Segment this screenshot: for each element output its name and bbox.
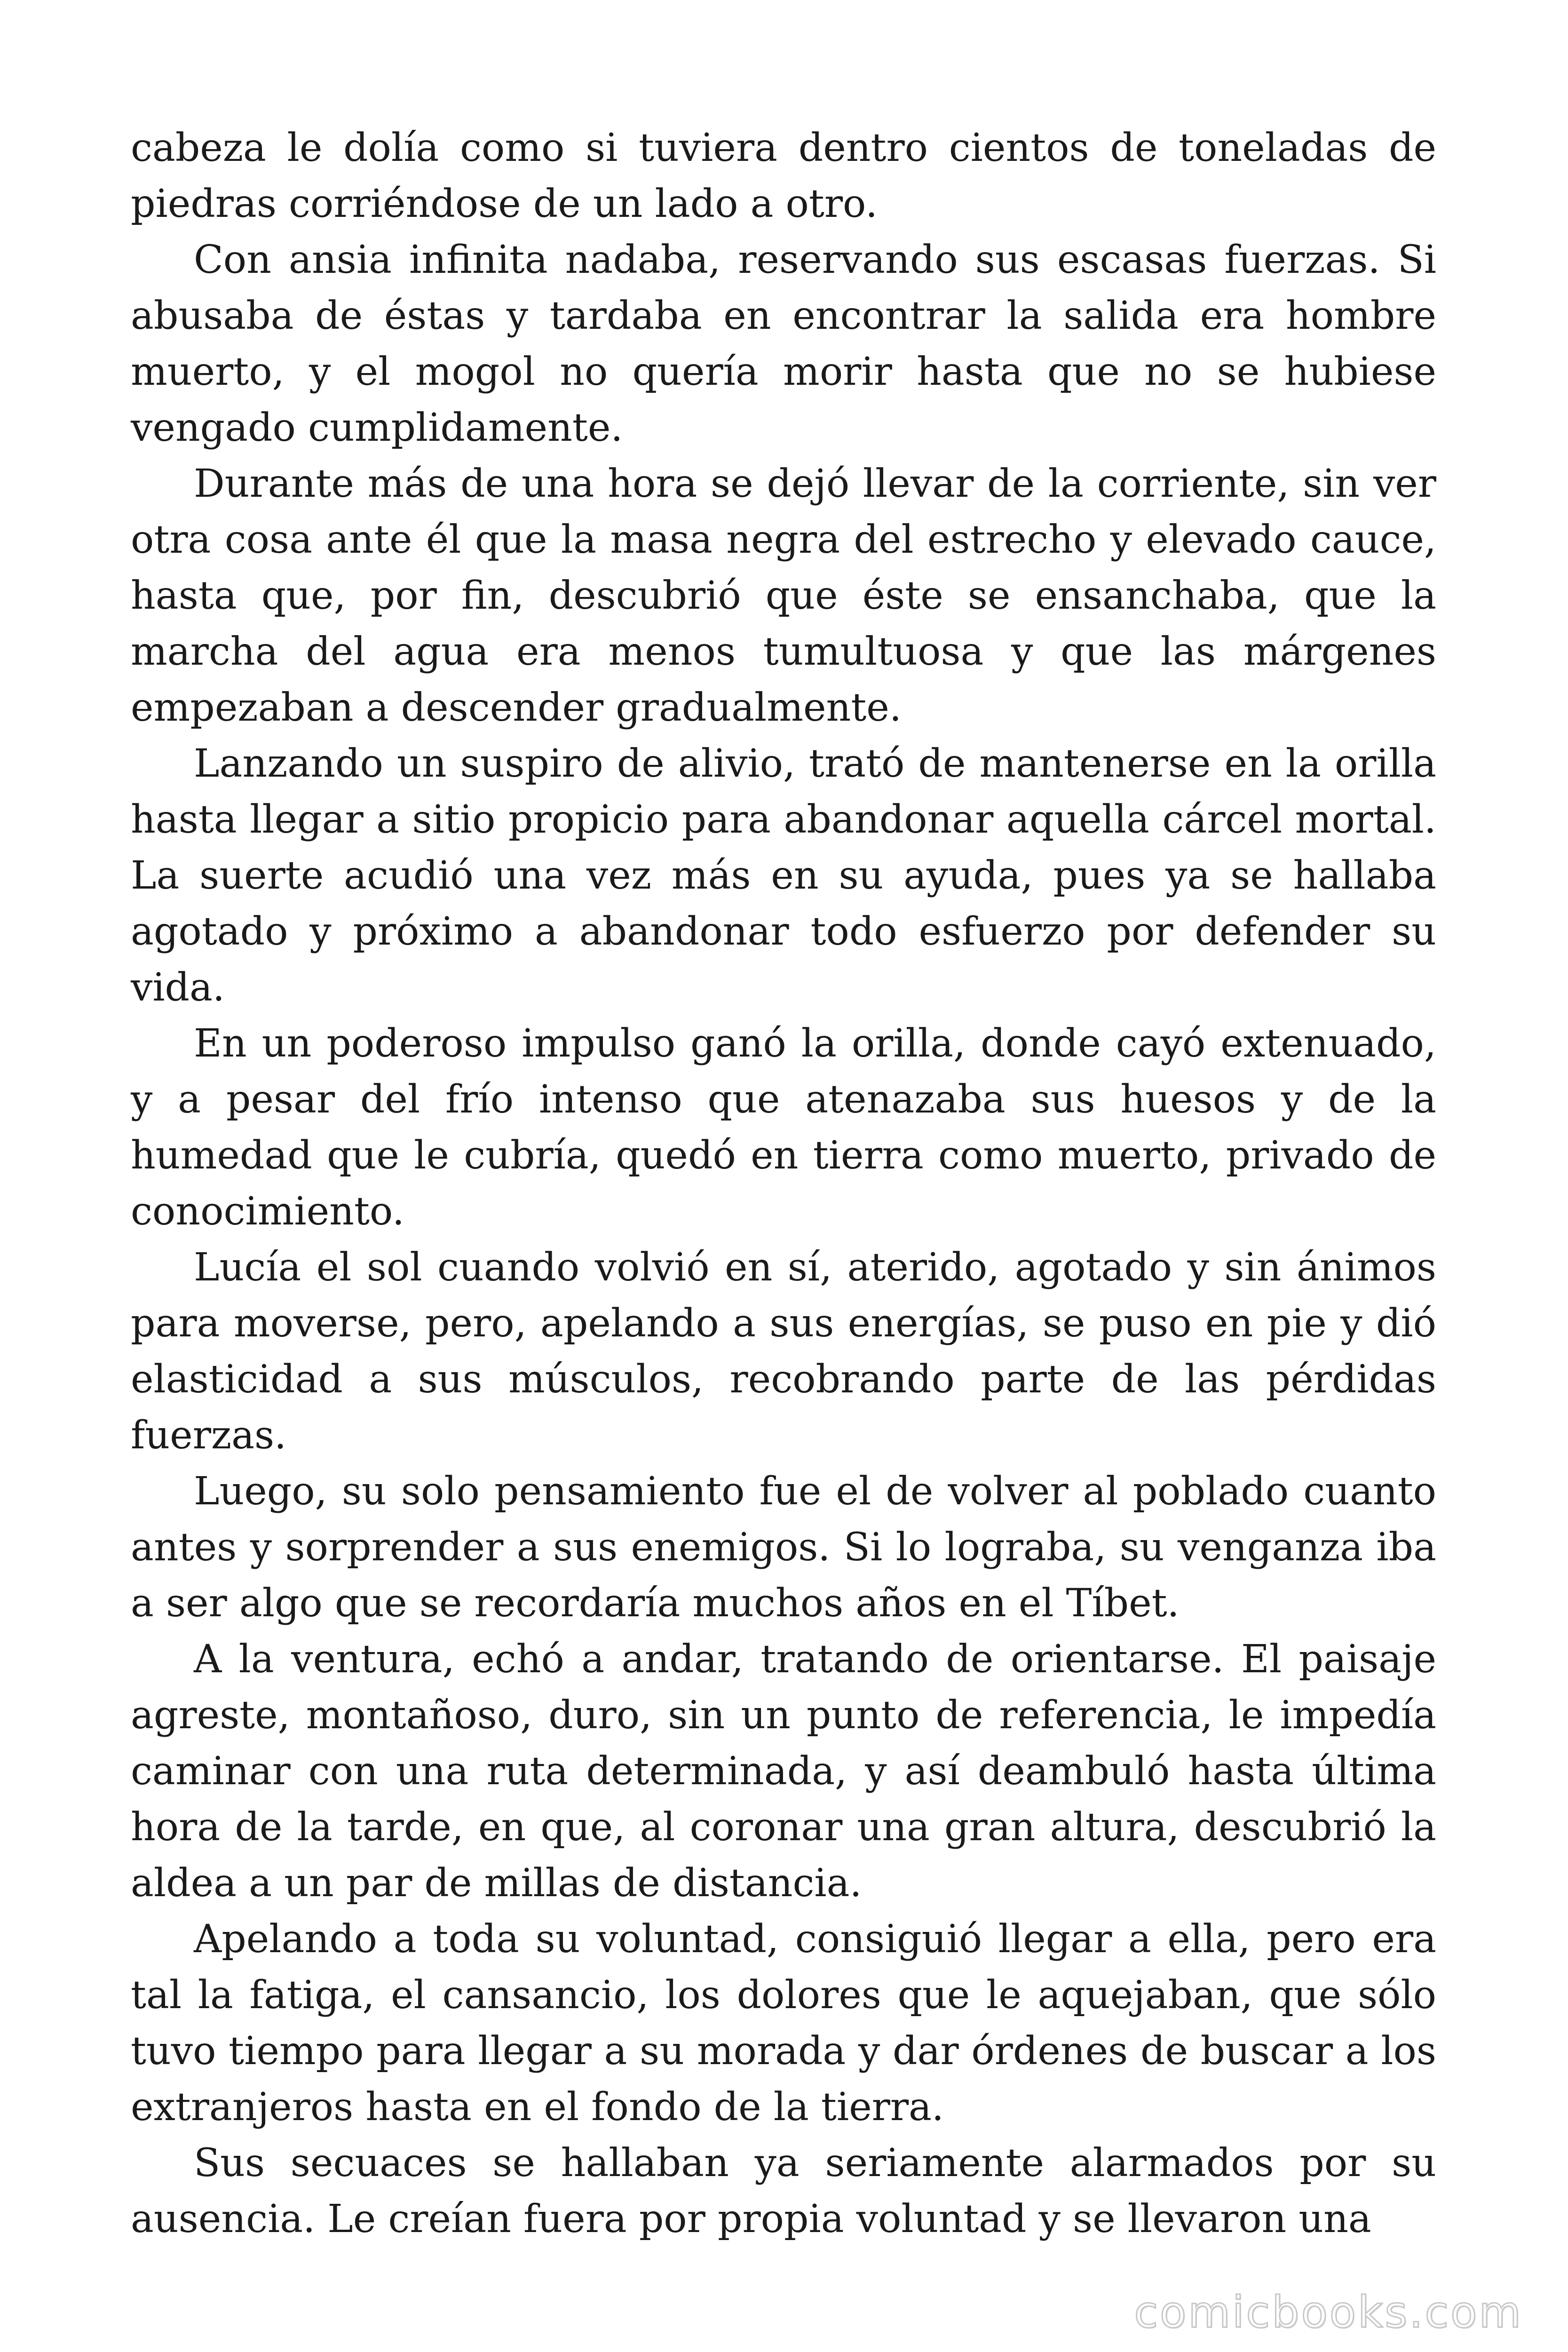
- paragraph-10: Sus secuaces se hallaban ya seriamente alarmados por su ausencia. Le creían fuera por propia voluntad y se llevaron una: [131, 2141, 1436, 2241]
- paragraph-6: Lucía el sol cuando volvió en sí, aterido, agotado y sin ánimos para moverse, pero, apelando a sus energías, se puso en pie y dió elasticidad a sus músculos, recobrando parte de las pérdidas fuerzas.: [131, 1245, 1436, 1458]
- paragraph-8: A la ventura, echó a andar, tratando de orientarse. El paisaje agreste, montañoso, duro, sin un punto de referencia, le impedía caminar con una ruta determinada, y así deambuló hasta última hora de la tarde, en que, al coronar una gran altura, descubrió la aldea a un par de millas de distancia.: [131, 1637, 1436, 1906]
- paragraph-7: Luego, su solo pensamiento fue el de volver al poblado cuanto antes y sorprender a sus enemigos. Si lo lograba, su venganza iba a ser algo que se recordaría muchos años en el Tíbet.: [131, 1469, 1436, 1626]
- watermark: comicbooks.com: [1134, 2287, 1523, 2337]
- paragraph-4: Lanzando un suspiro de alivio, trató de mantenerse en la orilla hasta llegar a sitio propicio para abandonar aquella cárcel mortal. La suerte acudió una vez más en su ayuda, pues ya se hallaba agotado y próximo a abandonar todo esfuerzo por defender su vida.: [131, 741, 1436, 1010]
- paragraph-1: cabeza le dolía como si tuviera dentro cientos de toneladas de piedras corriéndose de un lado a otro.: [131, 126, 1436, 226]
- paragraph-3: Durante más de una hora se dejó llevar de la corriente, sin ver otra cosa ante él que la masa negra del estrecho y elevado cauce, hasta que, por fin, descubrió que éste se ensanchaba, que la marcha del agua era menos tumultuosa y que las márgenes empezaban a descender gradualmente.: [131, 461, 1436, 730]
- paragraph-5: En un poderoso impulso ganó la orilla, donde cayó extenuado, y a pesar del frío intenso que atenazaba sus huesos y de la humedad que le cubría, quedó en tierra como muerto, privado de conocimiento.: [131, 1021, 1436, 1234]
- paragraph-9: Apelando a toda su voluntad, consiguió llegar a ella, pero era tal la fatiga, el cansancio, los dolores que le aquejaban, que sólo tuvo tiempo para llegar a su morada y dar órdenes de buscar a los extranjeros hasta en el fondo de la tierra.: [131, 1917, 1436, 2130]
- body-text: [131, 120, 1436, 2247]
- paragraph-2: Con ansia infinita nadaba, reservando sus escasas fuerzas. Si abusaba de éstas y tardaba en encontrar la salida era hombre muerto, y el mogol no quería morir hasta que no se hubiese vengado cumplidamente.: [131, 238, 1436, 450]
